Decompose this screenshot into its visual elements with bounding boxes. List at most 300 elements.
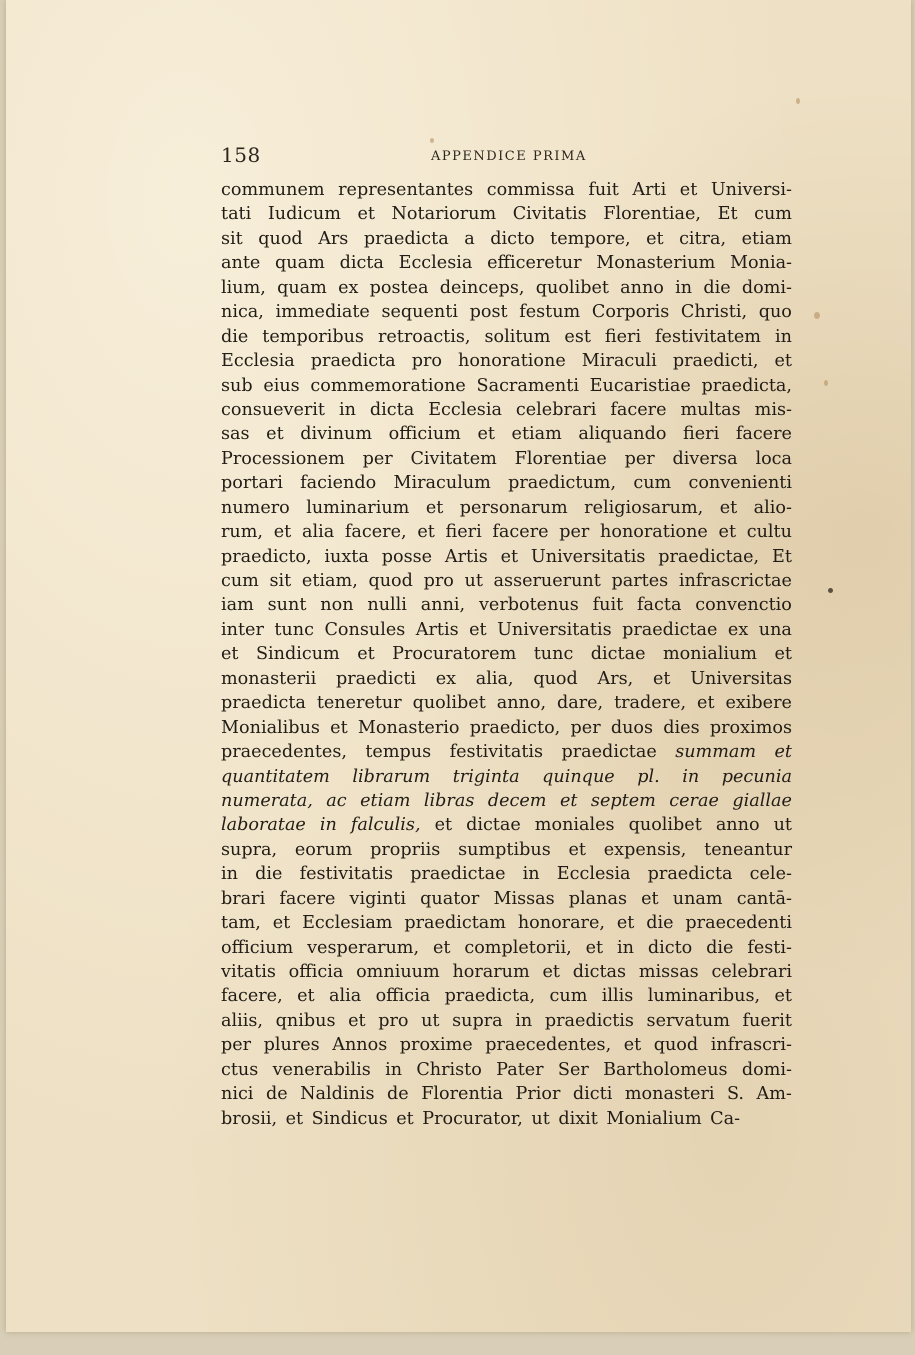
text-line: [221, 178, 792, 202]
word: Am-: [756, 1084, 792, 1105]
word: die: [703, 277, 731, 298]
word: faciendo: [300, 473, 377, 494]
word: mis-: [754, 399, 792, 420]
word: proxime: [399, 1035, 473, 1056]
word: alia,: [475, 668, 514, 689]
word: Et: [771, 546, 792, 567]
word: eius: [263, 375, 300, 396]
word: citra,: [679, 228, 727, 249]
word: sumptibus: [458, 839, 551, 860]
word: illis: [601, 986, 634, 1007]
word: dictae: [590, 644, 646, 665]
word: non: [320, 595, 354, 616]
word: laboratae: [221, 815, 306, 836]
word: Civitatem: [410, 448, 497, 469]
word: et: [425, 497, 444, 518]
word: dixit: [558, 1108, 598, 1129]
word: nulli: [367, 595, 407, 616]
word: Iudicum: [267, 204, 341, 225]
word: sub: [221, 375, 253, 396]
text-line: [221, 374, 792, 398]
word: praedicta: [363, 228, 449, 249]
word: fieri: [445, 522, 482, 543]
body-text: [221, 178, 792, 1131]
word: facere: [610, 399, 667, 420]
foxing-spot: [814, 312, 820, 319]
word: aliquando: [578, 424, 667, 445]
word: et: [297, 986, 315, 1007]
word: et: [330, 717, 348, 738]
word: Bartholomeus: [603, 1059, 728, 1080]
word: Florentiae: [514, 448, 607, 469]
text-line: [221, 471, 792, 495]
word: anno: [715, 815, 760, 836]
word: dictas: [572, 962, 627, 982]
word: monialium: [662, 644, 757, 665]
word: Consules: [324, 619, 406, 640]
word: Sacramenti: [476, 375, 579, 396]
word: dicti: [572, 1084, 613, 1105]
word: unam: [672, 888, 723, 909]
word: Universitatis: [530, 546, 646, 567]
word: quam: [277, 277, 327, 298]
word: festivitatem: [655, 326, 761, 347]
word: et: [623, 1035, 642, 1056]
text-line: [221, 789, 792, 813]
word: Ecclesiam: [302, 913, 393, 934]
text-line: [221, 520, 792, 544]
word: cele-: [749, 864, 792, 885]
page-header: [221, 143, 791, 169]
word: plures: [263, 1035, 320, 1056]
word: et: [774, 351, 792, 372]
word: Processionem: [221, 448, 345, 469]
word: pl.: [637, 766, 660, 787]
word: servatum: [646, 1010, 730, 1031]
text-line: [221, 593, 792, 617]
word: tempus: [365, 742, 432, 763]
word: Annos: [332, 1035, 388, 1056]
word: Missas: [493, 888, 555, 909]
text-line: [221, 300, 792, 324]
word: Universitatis: [497, 619, 612, 640]
text-line: [221, 862, 792, 886]
word: dicto: [647, 937, 693, 958]
text-line: [221, 813, 792, 837]
word: loca: [755, 448, 792, 469]
word: fuit: [588, 180, 619, 200]
word: fieri: [604, 326, 642, 347]
word: et: [272, 913, 291, 934]
word: in: [774, 326, 792, 347]
word: Sindicum: [255, 644, 340, 665]
word: etiam: [360, 790, 411, 811]
word: ctus: [221, 1059, 259, 1080]
word: teneantur: [704, 839, 792, 860]
text-line: [221, 202, 792, 226]
word: Eucaristiae: [589, 375, 691, 396]
word: et: [357, 204, 375, 225]
foxing-spot: [828, 588, 833, 593]
word: etiam: [511, 424, 562, 445]
word: Procuratorem: [392, 644, 517, 665]
word: et: [221, 644, 239, 665]
word: et: [396, 1108, 414, 1129]
word: quolibet: [628, 815, 702, 836]
word: decem: [487, 790, 547, 811]
word: diversa: [672, 448, 738, 469]
word: una: [758, 619, 792, 640]
word: Florentiae,: [603, 204, 702, 225]
text-line: [221, 325, 792, 349]
word: cum: [221, 571, 259, 591]
word: falculis,: [350, 815, 421, 836]
word: de: [265, 1084, 288, 1105]
word: et: [432, 937, 451, 958]
word: monasteri: [624, 1084, 715, 1105]
text-line: [221, 398, 792, 422]
word: alia: [328, 986, 362, 1007]
word: deinceps,: [439, 277, 525, 298]
word: tunc: [533, 644, 574, 665]
word: per: [221, 1035, 252, 1056]
word: cum: [633, 473, 672, 494]
word: praecedentes,: [221, 742, 347, 763]
word: cum: [754, 204, 792, 225]
text-line: [221, 1107, 792, 1131]
running-title: APPENDICE PRIMA: [431, 149, 587, 164]
page-number: 158: [221, 143, 261, 167]
word: cum: [549, 986, 588, 1007]
text-line: [221, 1082, 792, 1106]
word: proximos: [709, 717, 792, 738]
foxing-spot: [796, 98, 800, 104]
word: festivitatis: [299, 864, 394, 885]
word: praedicta: [647, 864, 733, 885]
word: de: [387, 1084, 409, 1105]
word: septem: [590, 790, 656, 811]
foxing-spot: [824, 380, 828, 386]
word: Ecclesia: [398, 253, 473, 274]
text-line: [221, 349, 792, 373]
word: et: [646, 228, 664, 249]
word: nici: [221, 1084, 254, 1105]
word: horarum: [452, 962, 530, 982]
word: teneretur: [316, 693, 402, 714]
text-line: [221, 887, 792, 911]
word: Corporis: [591, 302, 670, 323]
word: honorare,: [517, 913, 605, 934]
word: in: [221, 864, 238, 885]
word: officium: [388, 424, 461, 445]
word: in: [616, 937, 634, 958]
word: honoratione: [457, 351, 566, 372]
word: missas: [638, 962, 699, 982]
word: Ars: [318, 228, 349, 249]
text-line: [221, 447, 792, 471]
word: tempore,: [550, 228, 631, 249]
word: per: [559, 522, 590, 543]
text-line: [221, 227, 792, 251]
word: infrascri-: [710, 1035, 792, 1056]
text-line: [221, 1033, 792, 1057]
word: et: [718, 522, 737, 543]
word: et: [616, 913, 635, 934]
word: brari: [221, 888, 266, 909]
word: quinque: [542, 766, 615, 787]
text-line: [221, 691, 792, 715]
word: et: [477, 424, 495, 445]
word: quod: [653, 1035, 699, 1056]
word: cantā-: [736, 888, 792, 909]
word: praedicta,: [444, 986, 536, 1007]
word: per: [570, 717, 601, 738]
word: facere,: [221, 986, 283, 1007]
word: facere: [279, 888, 336, 909]
text-line: [221, 984, 792, 1008]
word: Artis: [415, 619, 459, 640]
word: praedictae: [622, 619, 718, 640]
word: et: [697, 693, 715, 714]
word: die: [706, 937, 734, 958]
word: ac: [326, 790, 347, 811]
word: ut: [464, 571, 483, 591]
word: praecedentes,: [485, 1035, 612, 1056]
word: S.: [727, 1084, 745, 1105]
word: ut: [421, 1010, 440, 1031]
word: tunc: [274, 619, 314, 640]
word: communem: [221, 180, 325, 200]
word: Florentia: [421, 1084, 503, 1105]
word: et: [273, 522, 292, 543]
word: asseruerunt: [493, 571, 601, 591]
word: die: [221, 326, 249, 347]
word: et: [641, 888, 659, 909]
word: aliis,: [221, 1010, 263, 1031]
word: tati: [221, 204, 252, 225]
word: consueverit: [221, 399, 326, 420]
word: quod: [258, 228, 303, 249]
word: et: [266, 424, 284, 445]
word: Ca-: [710, 1108, 741, 1129]
word: praedicta: [221, 693, 306, 714]
word: verbotenus: [478, 595, 579, 616]
text-line: [221, 936, 792, 960]
word: et: [719, 497, 738, 518]
word: Sindicus: [311, 1108, 388, 1129]
word: praecedenti: [685, 913, 792, 934]
word: praedictae: [410, 864, 506, 885]
word: dare,: [556, 693, 604, 714]
word: postea: [369, 277, 429, 298]
word: in: [515, 1010, 533, 1031]
word: facere: [735, 424, 792, 445]
word: etiam,: [301, 571, 358, 591]
word: ut: [531, 1108, 550, 1129]
word: est: [564, 326, 591, 347]
text-line: [221, 422, 792, 446]
text-line: [221, 642, 792, 666]
word: eorum: [294, 839, 353, 860]
word: officia: [288, 962, 344, 982]
word: praedictae: [561, 742, 657, 763]
text-line: [221, 667, 792, 691]
word: celebrari: [515, 399, 597, 420]
word: religiosarum,: [584, 497, 704, 518]
word: moniales: [534, 815, 615, 836]
word: etiam: [741, 228, 792, 249]
word: Et: [717, 204, 738, 225]
word: et: [469, 619, 487, 640]
word: propriis: [370, 839, 441, 860]
word: triginta: [452, 766, 520, 787]
word: et: [434, 815, 453, 836]
word: quo: [758, 302, 792, 323]
word: praedicti: [336, 668, 417, 689]
word: dicto: [490, 228, 535, 249]
word: convenienti: [688, 473, 792, 494]
word: dicta: [369, 399, 415, 420]
word: solitum: [484, 326, 551, 347]
word: praedicti,: [672, 351, 759, 372]
word: per: [624, 448, 655, 469]
word: alia: [301, 522, 335, 543]
word: Procurator,: [422, 1108, 523, 1129]
word: Monia-: [730, 253, 792, 274]
word: quolibet: [412, 693, 486, 714]
word: Naldinis: [300, 1084, 375, 1105]
word: praedictum,: [508, 473, 617, 494]
word: festum: [519, 302, 581, 323]
word: quod: [533, 668, 578, 689]
word: et: [774, 644, 792, 665]
word: pecunia: [721, 766, 792, 787]
word: alio-: [753, 497, 792, 518]
word: Ecclesia: [556, 864, 631, 885]
word: festi-: [747, 937, 792, 958]
word: facere: [492, 522, 549, 543]
word: partes: [611, 571, 669, 591]
word: Monasterio: [357, 717, 460, 738]
text-line: [221, 251, 792, 275]
word: qnibus: [275, 1010, 336, 1031]
word: quolibet: [535, 277, 609, 298]
word: numero: [221, 497, 290, 518]
word: facta: [637, 595, 682, 616]
word: luminaribus,: [647, 986, 761, 1007]
word: retroactis,: [377, 326, 471, 347]
word: fuit: [592, 595, 624, 616]
text-line: [221, 496, 792, 520]
word: summam: [675, 742, 757, 763]
word: Miraculum: [393, 473, 491, 494]
word: immediate: [275, 302, 370, 323]
word: temporibus: [262, 326, 364, 347]
word: anno: [620, 277, 664, 298]
word: portari: [221, 473, 283, 494]
word: facere,: [344, 522, 407, 543]
word: Artis: [444, 546, 488, 567]
word: Civitatis: [512, 204, 587, 225]
word: completorii,: [464, 937, 572, 958]
word: in: [319, 815, 337, 836]
word: cultu: [746, 522, 792, 543]
word: Ars,: [597, 668, 634, 689]
word: praedicto,: [469, 717, 561, 738]
word: praedictam: [404, 913, 506, 934]
word: et: [348, 1010, 366, 1031]
word: iuxta: [324, 546, 369, 567]
word: praedicta: [310, 351, 396, 372]
word: Ser: [557, 1059, 589, 1080]
word: ex: [338, 277, 359, 298]
text-line: [221, 1009, 792, 1033]
word: praedictae,: [658, 546, 760, 567]
word: et: [652, 668, 671, 689]
word: die: [255, 864, 283, 885]
word: in: [675, 277, 693, 298]
word: venerabilis: [272, 1059, 371, 1080]
word: Notariorum: [391, 204, 497, 225]
word: Monialibus: [221, 717, 320, 738]
word: sit: [269, 571, 292, 591]
word: rum,: [221, 522, 264, 543]
word: et: [774, 742, 792, 763]
text-line: [221, 838, 792, 862]
word: fieri: [683, 424, 720, 445]
word: et: [559, 790, 578, 811]
word: in: [385, 1059, 403, 1080]
word: dicta: [339, 253, 384, 274]
word: duos: [610, 717, 654, 738]
word: in: [682, 766, 700, 787]
word: sas: [221, 424, 250, 445]
word: librarum: [352, 766, 431, 787]
text-line: [221, 569, 792, 593]
text-line: [221, 911, 792, 935]
word: efficeretur: [487, 253, 582, 274]
word: Ecclesia: [428, 399, 502, 420]
word: multas: [680, 399, 741, 420]
text-line: [221, 960, 792, 984]
word: commissa: [486, 180, 575, 200]
word: et: [774, 986, 792, 1007]
word: fuerit: [742, 1010, 792, 1031]
word: vesperarum,: [307, 937, 420, 958]
word: praedictis: [544, 1010, 634, 1031]
word: a: [464, 228, 475, 249]
word: et: [568, 839, 586, 860]
word: dictae: [466, 815, 521, 836]
word: commemoratione: [310, 375, 466, 396]
text-line: [221, 716, 792, 740]
text-line: [221, 276, 792, 300]
word: brosii,: [221, 1108, 278, 1129]
word: per: [362, 448, 393, 469]
text-line: [221, 740, 792, 764]
word: ex: [435, 668, 457, 689]
word: festivitatis: [449, 742, 544, 763]
word: et: [679, 180, 698, 200]
word: in: [338, 399, 356, 420]
word: et: [542, 962, 560, 982]
word: expensis,: [603, 839, 687, 860]
word: officia: [375, 986, 431, 1007]
word: et: [417, 522, 435, 543]
word: viginti: [349, 888, 407, 909]
word: die: [646, 913, 674, 934]
text-line: [221, 1058, 792, 1082]
